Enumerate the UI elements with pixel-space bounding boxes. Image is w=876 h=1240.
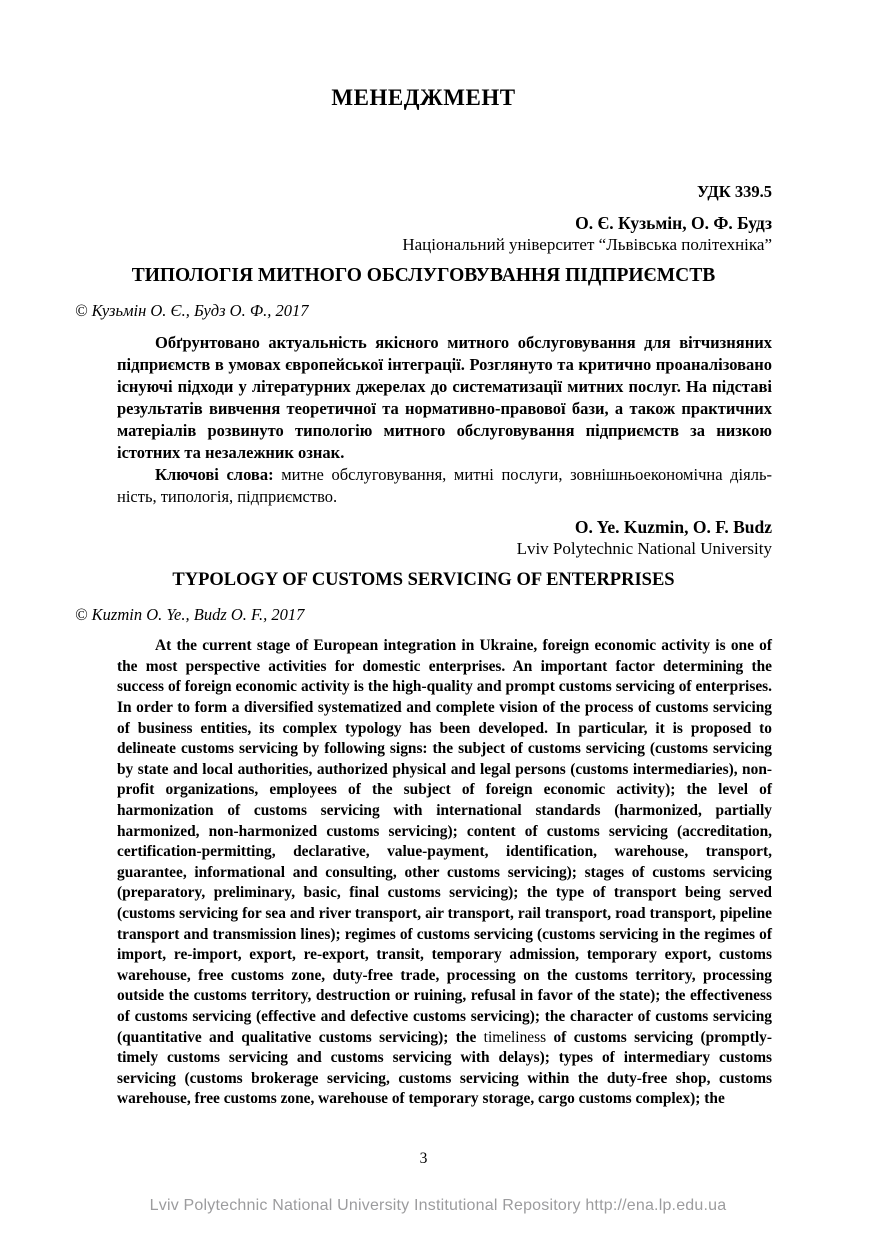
copyright-en: © Kuzmin O. Ye., Budz O. F., 2017 <box>75 605 305 625</box>
timeliness-word: timeliness <box>483 1028 547 1046</box>
copyright-uk: © Кузьмін О. Є., Будз О. Ф., 2017 <box>75 301 309 321</box>
abstract-en-part1: At the current stage of European integration in Ukraine, foreign economic activity is one of the most perspective activities for domestic enterprises. An important factor determining the success of foreign economic activity is the high-quality and prompt customs servicing of enterprises. In order to form a diversified systematized and complete vision of the process of customs servicing of business entities, its complex typology has been developed. In particular, it is proposed to delineate customs servicing by following signs: the subject of customs servicing (customs servicing by state and local authorities, authorized physical and legal persons (customs intermediaries), non-profit organizations, employees of the subject of foreign economic activity); the level of harmonization of customs servicing with international standards (harmonized, partially harmonized, non-harmonized customs servicing); content of customs servicing (accreditation, certification-permitting, declarative, value-payment, identification, warehouse, transport, guarantee, informational and consulting, other customs servicing); stages of customs servicing (preparatory, preliminary, basic, final customs servicing); the type of transport being served (customs servicing for sea and river transport, air transport, rail transport, road transport, pipeline transport and transmission lines); regimes of customs servicing (customs servicing in the regimes of import, re-import, export, re-export, transit, temporary admission, temporary export, customs warehouse, free customs zone, duty-free trade, processing on the customs territory, processing outside the customs territory, destruction or ruining, refusal in favor of the state); the effectiveness of customs servicing (effective and defective customs servicing); the character of customs servicing (quantitative and qualitative customs servicing); the <box>117 637 772 1046</box>
article-title-uk: ТИПОЛОГІЯ МИТНОГО ОБСЛУГОВУВАННЯ ПІДПРИЄМСТВ <box>131 264 716 286</box>
keywords-text: митне обслуговування, митні послуги, зовнішньоекономічна діяльність, типологія, підприємство. <box>117 464 772 506</box>
abstract-en <box>117 636 772 1110</box>
section-heading: МЕНЕДЖМЕНТ <box>331 85 516 110</box>
keywords-uk <box>117 464 772 508</box>
keywords-label: Ключові слова: <box>155 464 274 484</box>
page-number: 3 <box>419 1150 428 1167</box>
affiliation-uk: Національний університет “Львівська політехніка” <box>402 235 772 255</box>
abstract-en-part2: of customs servicing (promptly-timely customs servicing and customs servicing with delays); types of intermediary customs servicing (customs brokerage servicing, customs servicing within the duty-free shop, customs warehouse, free customs zone, warehouse of temporary storage, cargo customs complex); the <box>117 1028 772 1108</box>
authors-uk: О. Є. Кузьмін, О. Ф. Будз <box>575 213 772 234</box>
affiliation-en: Lviv Polytechnic National University <box>516 538 772 558</box>
abstract-uk: Обґрунтовано актуальність якісного митного обслуговування для вітчизняних підприємств в умовах європейської інтеграції. Розглянуто та критично проаналізовано існуючі підходи у літературних джерелах до систематизації митних послуг. На підставі результатів вивчення теоретичної та нормативно-правової бази, а також практичних матеріалів розвинуто типологію митного обслуговування підприємств за низкою істотних та незалежник ознак. <box>117 332 772 462</box>
article-title-en: TYPOLOGY OF CUSTOMS SERVICING OF ENTERPRISES <box>172 570 675 591</box>
udc-code: УДК 339.5 <box>696 181 772 201</box>
authors-en: O. Ye. Kuzmin, O. F. Budz <box>574 516 772 537</box>
repository-footer: Lviv Polytechnic National University Institutional Repository http://ena.lp.edu.ua <box>149 1197 727 1214</box>
